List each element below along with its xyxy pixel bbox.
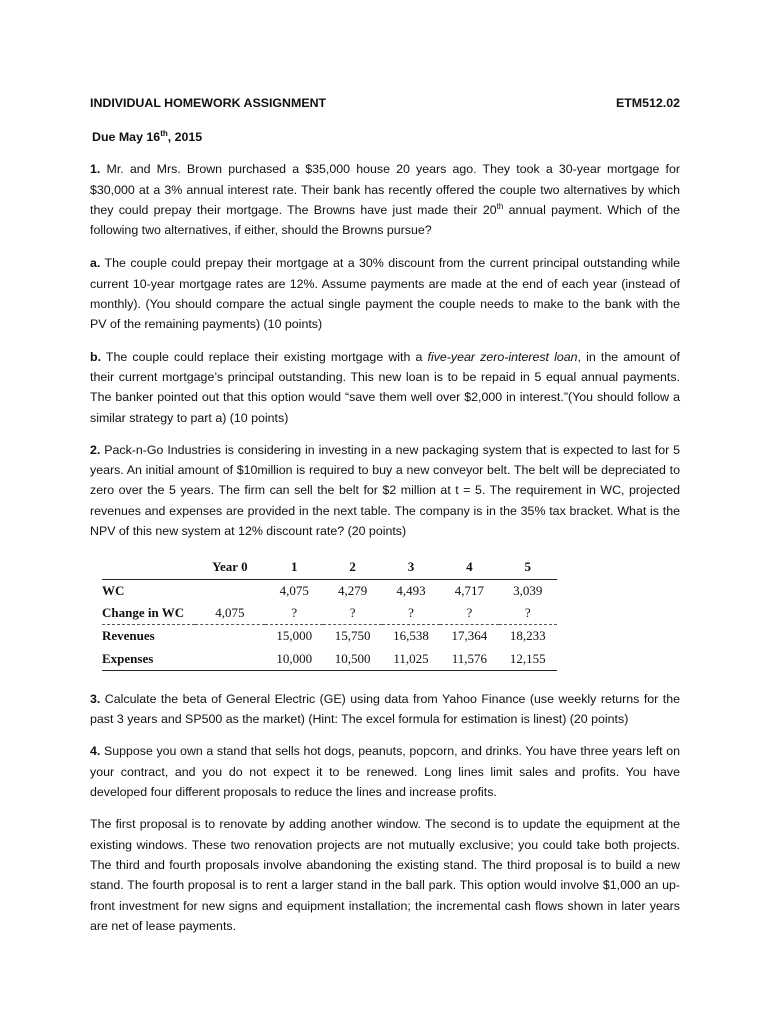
question-2: 2. Pack-n-Go Industries is considering in investing in a new packaging system that is expected to last for 5 years. An initial amount of $10million is required to buy a new conveyor belt. The belt will be depreciated to zero over the 5 years. The firm can sell the belt for $2 million at t = 5. The requirement in WC, projected revenues and expenses are provided in the next table. The company is in the 35% tax bracket. What is the NPV of this new system at 12% discount rate? (20 points) [90,442,680,539]
table-cell: 4,279 [338,582,368,598]
table-cell [195,579,265,602]
table-cell: 4,075 [279,582,309,598]
table-row [102,648,557,671]
table-cell: 17,364 [451,628,488,644]
table-header-row [102,556,557,579]
table-cell: 16,538 [393,628,429,644]
part-label: b. [90,349,102,364]
question-4-continued: The first proposal is to renovate by adding another window. The second is to update the equipment at the existing windows. These two renovation projects are not mutually exclusive; you could take both projects. The third and fourth proposals involve abandoning the existing stand. The third proposal is to build a new stand. The fourth proposal is to rent a larger stand in the ball park. This option would involve $1,000 an up-front investment for new signs and equipment installation; the incremental cash flows shown in later years are net of lease payments. [90,817,680,933]
question-3: 3. Calculate the beta of General Electric (GE) using data from Yahoo Finance (use weekly returns for the past 3 years and SP500 as the market) (Hint: The excel formula for estimation is linest) (20 points) [90,691,680,727]
table-header-cell: 2 [323,556,381,579]
table-cell: 15,750 [334,628,371,644]
table-cell: 11,576 [440,648,498,671]
table-cell: 10,500 [323,648,381,671]
table-cell: ? [265,602,323,625]
document-header [90,93,680,113]
table-header-cell: 1 [265,556,323,579]
table-cell: 3,039 [513,582,543,598]
document-page [90,93,680,948]
assignment-title: INDIVIDUAL HOMEWORK ASSIGNMENT [90,96,327,110]
table-header-cell: 5 [499,556,557,579]
table-cell: 10,000 [265,648,323,671]
table-cell: 4,075 [195,602,265,625]
question-1b: b. The couple could replace their existing mortgage with a five-year zero-interest loan, in the amount of their current mortgage’s principal outstanding. This new loan is to be repaid in 5 equal annual payments. The banker pointed out that this option would “save them well over $2,000 in interest.”(You should follow a similar strategy to part a) (10 points) [90,349,680,425]
question-number: 3. [90,691,101,706]
row-label: Change in WC [102,602,195,625]
table-cell: 18,233 [509,628,546,644]
table-header-cell: 4 [440,556,498,579]
table-cell: ? [440,602,498,625]
question-number: 1. [90,162,101,177]
table-cell [195,648,265,671]
table-cell: 12,155 [499,648,557,671]
due-date: Due May 16th, 2015 [92,129,203,144]
row-label: Expenses [102,648,195,671]
table-cell: ? [499,602,557,625]
part-label: a. [90,256,101,271]
question-1: 1. Mr. and Mrs. Brown purchased a $35,000 house 20 years ago. They took a 30-year mortgage for $30,000 at a 3% annual interest rate. Their bank has recently offered the couple two alternatives by which they could prepay their mortgage. The Browns have just made their 20th annual payment. Which of the following two alternatives, if either, should the Browns pursue? [90,162,680,238]
question-number: 4. [90,744,101,759]
table-header-cell: Year 0 [195,556,265,579]
question-4: 4. Suppose you own a stand that sells hot dogs, peanuts, popcorn, and drinks. You have three years left on your contract, and you do not expect it to be renewed. Long lines limit sales and profits. You have developed four different proposals to reduce the lines and increase profits. [90,744,680,800]
table-cell: 11,025 [382,648,440,671]
table-cell: 4,493 [396,582,426,598]
table-row [102,602,557,625]
course-code: ETM512.02 [615,96,680,110]
table-header-cell: 3 [382,556,440,579]
table-cell: 4,717 [454,582,484,598]
row-label: WC [102,582,125,598]
table-row [102,579,557,602]
table-row [102,625,557,648]
question-number: 2. [90,442,101,457]
row-label: Revenues [102,628,155,644]
table-cell: 15,000 [276,628,313,644]
table-cell: ? [382,602,440,625]
table-header-cell [102,556,195,579]
cash-flow-table [102,556,557,670]
table-cell: ? [323,602,381,625]
question-1a: a. The couple could prepay their mortgage at a 30% discount from the current principal outstanding while current 10-year mortgage rates are 12%. Assume payments are made at the end of each year (instead of monthly). (You should compare the actual single payment the couple needs to make to the bank with the PV of the remaining payments) (10 points) [90,256,680,332]
table-cell [195,625,265,648]
